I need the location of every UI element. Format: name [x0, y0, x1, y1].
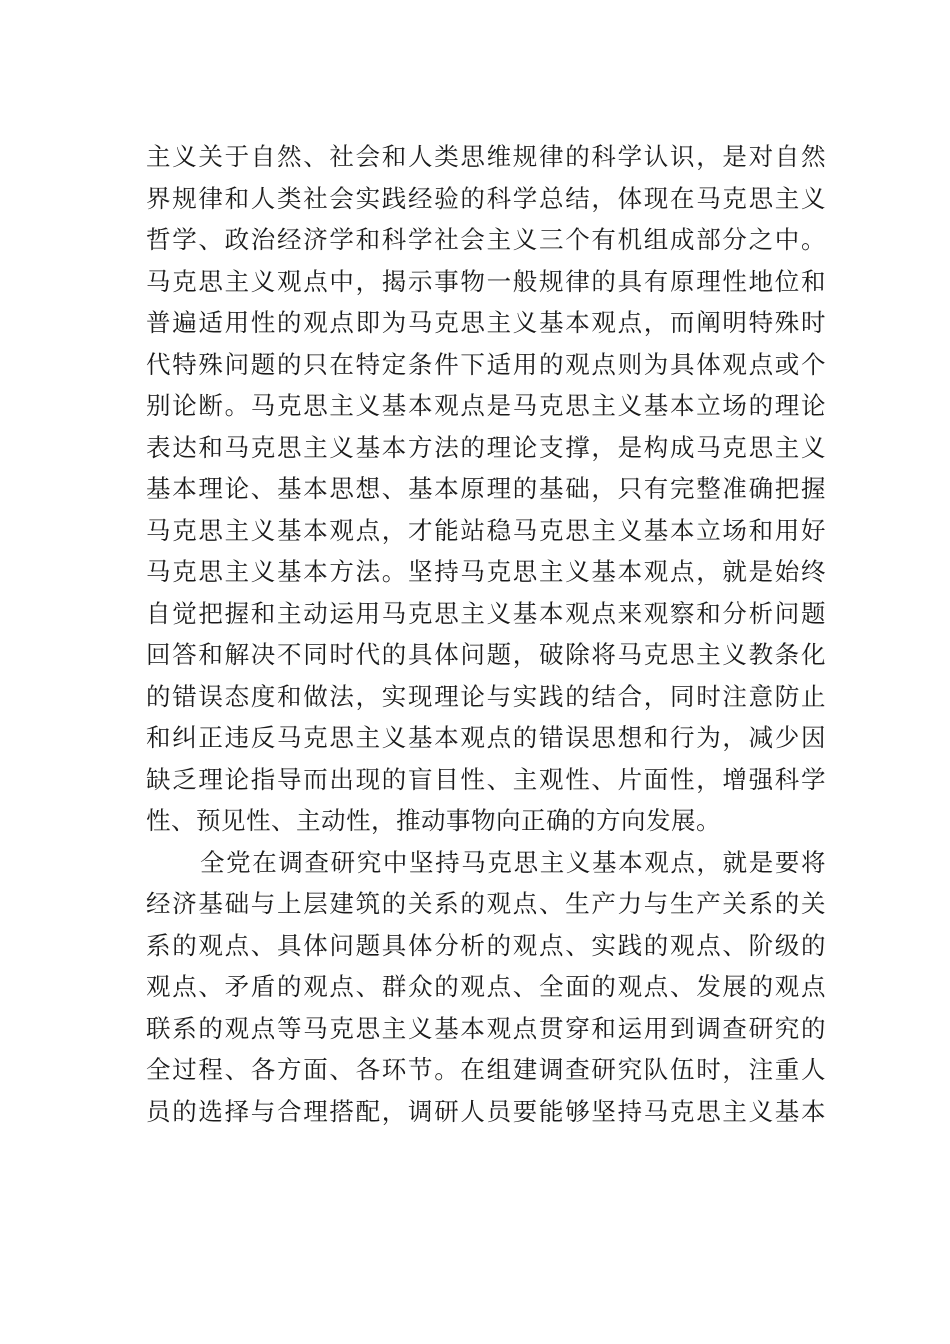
text-line: 回答和解决不同时代的具体问题，破除将马克思主义教条化	[146, 640, 826, 669]
text-line: 表达和马克思主义基本方法的理论支撑，是构成马克思主义	[146, 432, 826, 462]
text-line: 马克思主义基本观点，才能站稳马克思主义基本立场和用好	[146, 515, 826, 545]
text-line: 马克思主义基本方法。坚持马克思主义基本观点，就是始终	[146, 557, 826, 586]
paragraph-first-line: 全党在调查研究中坚持马克思主义基本观点，就是要将	[200, 847, 826, 877]
text-line: 哲学、政治经济学和科学社会主义三个有机组成部分之中。	[146, 225, 826, 254]
text-line: 全过程、各方面、各环节。在组建调查研究队伍时，注重人	[146, 1055, 826, 1084]
text-line: 基本理论、基本思想、基本原理的基础，只有完整准确把握	[146, 474, 826, 503]
text-line: 联系的观点等马克思主义基本观点贯穿和运用到调查研究的	[146, 1013, 826, 1043]
text-line: 和纠正违反马克思主义基本观点的错误思想和行为，减少因	[146, 723, 826, 752]
text-line: 马克思主义观点中，揭示事物一般规律的具有原理性地位和	[146, 266, 826, 296]
text-line: 界规律和人类社会实践经验的科学总结，体现在马克思主义	[146, 183, 826, 213]
text-line: 观点、矛盾的观点、群众的观点、全面的观点、发展的观点	[146, 972, 826, 1001]
text-line: 自觉把握和主动运用马克思主义基本观点来观察和分析问题	[146, 598, 826, 628]
text-line: 的错误态度和做法，实现理论与实践的结合，同时注意防止	[146, 681, 826, 711]
text-line: 系的观点、具体问题具体分析的观点、实践的观点、阶级的	[146, 930, 826, 960]
text-line: 经济基础与上层建筑的关系的观点、生产力与生产关系的关	[146, 889, 826, 918]
text-line: 缺乏理论指导而出现的盲目性、主观性、片面性，增强科学	[146, 764, 826, 794]
text-line: 员的选择与合理搭配，调研人员要能够坚持马克思主义基本	[146, 1096, 826, 1126]
text-line: 别论断。马克思主义基本观点是马克思主义基本立场的理论	[146, 391, 826, 420]
text-line: 普遍适用性的观点即为马克思主义基本观点，而阐明特殊时	[146, 308, 826, 337]
text-line: 主义关于自然、社会和人类思维规律的科学认识，是对自然	[146, 142, 826, 171]
text-line: 性、预见性、主动性，推动事物向正确的方向发展。	[146, 806, 721, 835]
text-line: 代特殊问题的只在特定条件下适用的观点则为具体观点或个	[146, 349, 826, 379]
body-text	[146, 136, 826, 1132]
